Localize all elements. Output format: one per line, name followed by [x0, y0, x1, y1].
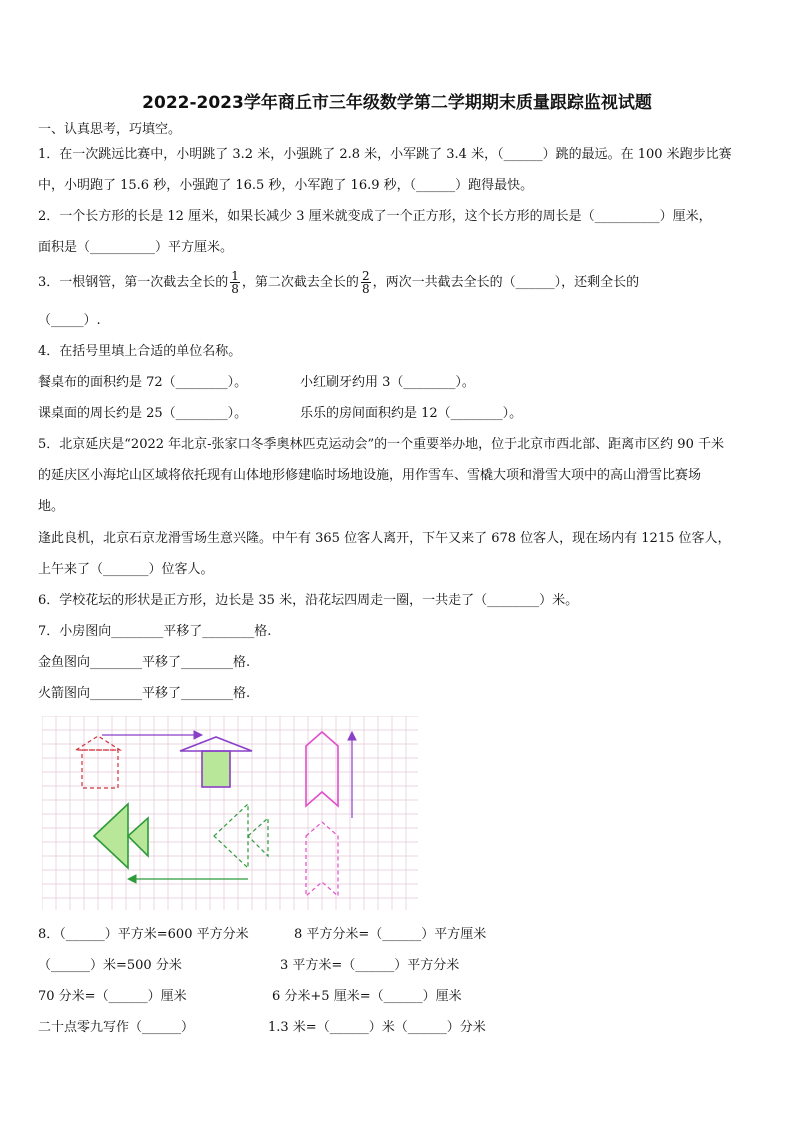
question-5-line-4: 逢此良机，北京石京龙滑雪场生意兴隆。中午有 365 位客人离开，下午又来了 678 位客人，现在场内有 1215 位客人，: [38, 531, 731, 546]
question-1-line-1: 1．在一次跳远比赛中，小明跳了 3.2 米，小强跳了 2.8 米，小军跳了 3.4 米，（______）跳的最远。在 100 米跑步比赛: [38, 147, 732, 162]
question-3-text-c: ，两次一共截去全长的（______），还剩全长的: [372, 275, 640, 290]
question-3-text-b: ，第二次截去全长的: [241, 275, 359, 290]
question-5-line-5: 上午来了（_______）位客人。: [38, 562, 214, 577]
question-4-d: 乐乐的房间面积约是 12（________）。: [300, 406, 523, 421]
rocket-arrow: [348, 732, 356, 818]
page-title: 2022-2023学年商丘市三年级数学第二学期期末质量跟踪监视试题: [142, 93, 652, 113]
question-5-line-3: 地。: [38, 499, 65, 514]
question-3-line-1: [38, 268, 639, 298]
question-8-d: 3 平方米=（______）平方分米: [280, 958, 460, 973]
question-3-line-2: （_____）.: [38, 313, 101, 328]
question-4-b: 小红刷牙约用 3（________）。: [300, 375, 475, 390]
question-8-h: 1.3 米=（______）米（______）分米: [268, 1020, 486, 1035]
question-4-a: 餐桌布的面积约是 72（________）。: [38, 375, 248, 390]
question-8-b: 8 平方分米=（______）平方厘米: [294, 927, 487, 942]
question-8-g: 二十点零九写作（______）: [38, 1020, 195, 1035]
question-7-fish: 金鱼图向________平移了________格.: [38, 655, 251, 670]
fraction-numerator: 2: [361, 269, 370, 283]
fish-dashed-shape: [214, 804, 268, 868]
fish-arrow: [128, 875, 248, 883]
question-4-c: 课桌面的周长约是 25（________）。: [38, 406, 248, 421]
question-3-text-a: 3．一根钢管，第一次截去全长的: [38, 275, 229, 290]
question-5-line-2: 的延庆区小海坨山区域将依托现有山体地形修建临时场地设施，用作雪车、雪橇大项和滑雪大项中的高山滑雪比赛场: [38, 468, 702, 483]
question-5-line-1: 5．北京延庆是“2022 年北京-张家口冬季奥林匹克运动会”的一个重要举办地，位于北京市西北部、距离市区约 90 千米: [38, 437, 724, 452]
grid-lines: [42, 716, 418, 910]
grid-svg: [42, 716, 418, 910]
question-8-e: 70 分米=（______）厘米: [38, 989, 187, 1004]
question-8-c: （______）米=500 分米: [38, 958, 182, 973]
question-8-f: 6 分米+5 厘米=（______）厘米: [272, 989, 462, 1004]
fraction-denominator: 8: [361, 282, 370, 296]
question-4-intro: 4．在括号里填上合适的单位名称。: [38, 344, 242, 359]
question-7-house: 7．小房图向________平移了________格.: [38, 624, 272, 639]
section-heading: 一、认真思考，巧填空。: [38, 122, 182, 137]
question-8-a: 8．（______）平方米=600 平方分米: [38, 927, 249, 942]
question-7-rocket: 火箭图向________平移了________格.: [38, 686, 251, 701]
question-2-line-1: 2．一个长方形的长是 12 厘米，如果长减少 3 厘米就变成了一个正方形，这个长方形的周长是（__________）厘米，: [38, 209, 712, 224]
question-6: 6．学校花坛的形状是正方形，边长是 35 米，沿花坛四周走一圈，一共走了（________）米。: [38, 593, 579, 608]
house-solid-shape: [180, 737, 252, 787]
question-2-line-2: 面积是（__________）平方厘米。: [38, 240, 234, 255]
fraction-numerator: 1: [231, 269, 239, 283]
question-1-line-2: 中，小明跑了 15.6 秒，小强跑了 16.5 秒，小军跑了 16.9 秒，（______）跑得最快。: [38, 178, 534, 193]
house-arrow: [102, 731, 202, 739]
fraction-one-eighth: [230, 270, 240, 295]
translation-grid-figure: [42, 716, 418, 910]
fraction-denominator: 8: [231, 282, 239, 296]
fraction-two-eighths: [361, 270, 371, 295]
